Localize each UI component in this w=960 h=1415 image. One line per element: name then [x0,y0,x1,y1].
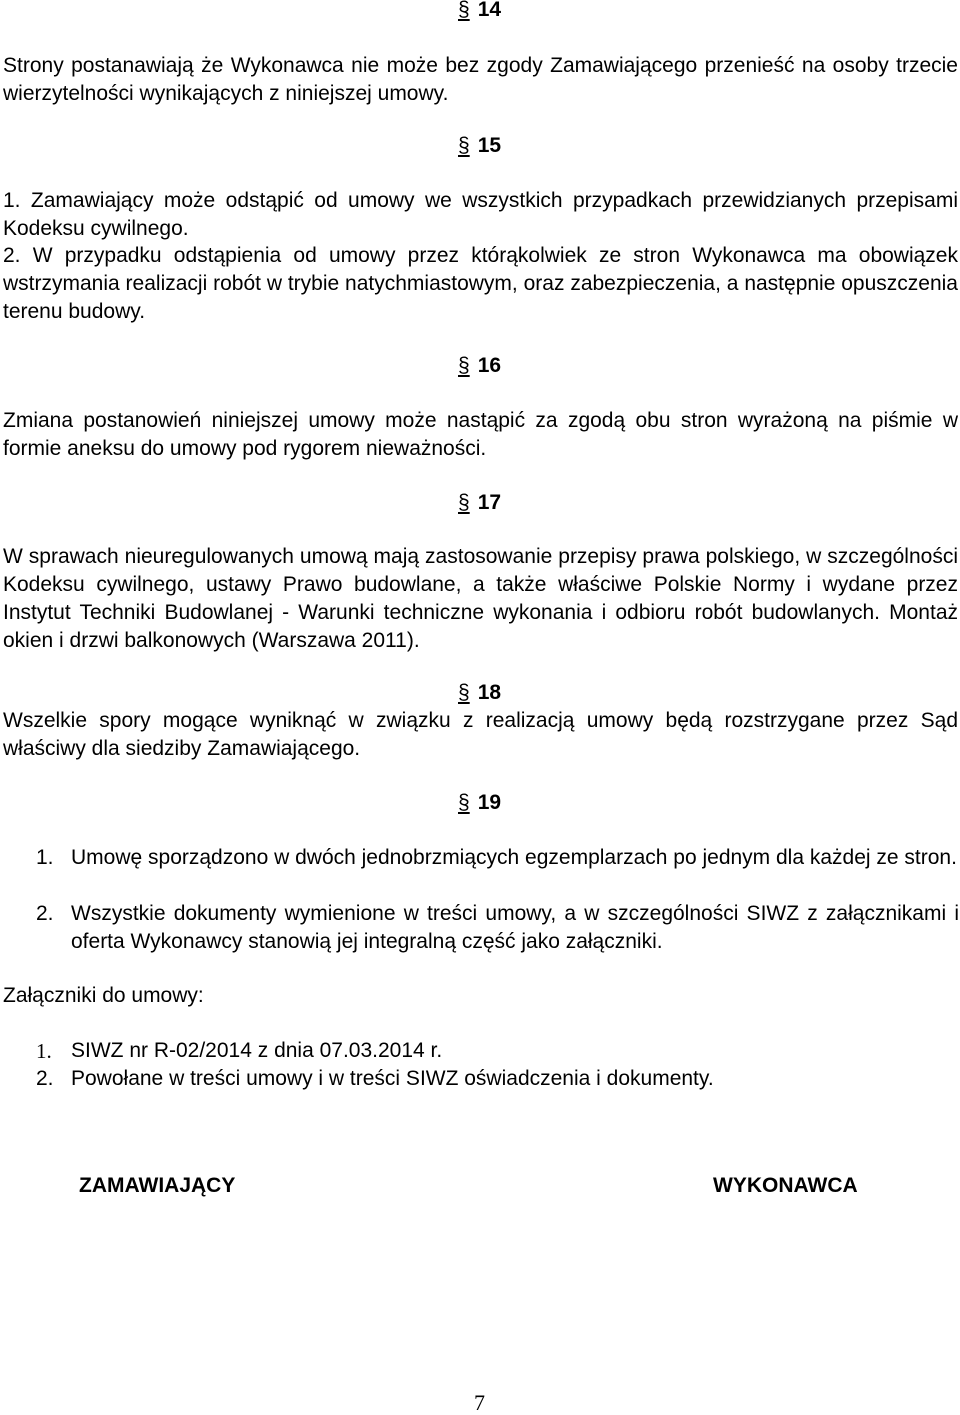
list-item-text: Umowę sporządzono w dwóch jednobrzmiących egzemplarzach po jednym dla każdej ze stron. [71,846,957,869]
list-item-number: 1. [36,1039,52,1063]
list-item-number: 2. [36,1067,54,1090]
list-item-text: Wszystkie dokumenty wymienione w treści umowy, a w szczególności SIWZ z załącznikami i oferta Wykonawcy stanowią jej integralną część jako załączniki. [71,902,959,953]
section-19-item-1 [36,844,959,872]
section-14-text: Strony postanawiają że Wykonawca nie może bez zgody Zamawiającego przenieść na osoby trzecie wierzytelności wynikających z niniejszej umowy. [3,54,958,105]
list-item-text: SIWZ nr R-02/2014 z dnia 07.03.2014 r. [71,1039,443,1062]
list-item-text: Powołane w treści umowy i w treści SIWZ oświadczenia i dokumenty. [71,1067,714,1090]
section-16-heading [458,352,501,380]
section-19-item-2 [36,900,959,956]
section-15-heading [458,132,501,160]
section-17-heading [458,489,501,517]
page-number: 7 [474,1390,485,1415]
section-14-heading [458,0,501,24]
signature-ordering-party: ZAMAWIAJĄCY [79,1174,236,1197]
section-symbol: § [458,681,470,704]
signature-contractor: WYKONAWCA [713,1174,858,1197]
section-symbol: § [458,354,470,377]
section-15-item-1: 1. Zamawiający może odstąpić od umowy we wszystkich przypadkach przewidzianych przepisami Kodeksu cywilnego. [3,189,958,240]
list-item-number: 2. [36,902,54,925]
section-symbol: § [458,134,470,157]
section-symbol: § [458,0,470,21]
section-18-text: Wszelkie spory mogące wyniknąć w związku z realizacją umowy będą rozstrzygane przez Sąd właściwy dla siedziby Zamawiającego. [3,709,958,760]
section-18-heading [458,679,501,707]
section-15-item-2: 2. W przypadku odstąpienia od umowy przez którąkolwiek ze stron Wykonawca ma obowiązek wstrzymania realizacji robót w trybie natychmiastowym, oraz zabezpieczenia, a następnie opuszczenia terenu budowy. [3,244,958,323]
section-number: 15 [477,134,502,157]
section-number: 18 [477,681,502,704]
attachment-item-2 [36,1065,959,1093]
section-symbol: § [458,791,470,814]
list-item-number: 1. [36,846,54,869]
section-number: 16 [477,354,502,377]
section-number: 14 [477,0,502,21]
section-16-text: Zmiana postanowień niniejszej umowy może nastąpić za zgodą obu stron wyrażoną na piśmie w formie aneksu do umowy pod rygorem nieważności. [3,409,958,460]
section-19-heading [458,789,501,817]
section-number: 17 [477,491,502,514]
section-number: 19 [477,791,502,814]
attachments-title: Załączniki do umowy: [3,984,204,1007]
attachment-item-1 [36,1037,959,1065]
section-17-text: W sprawach nieuregulowanych umową mają zastosowanie przepisy prawa polskiego, w szczególności Kodeksu cywilnego, ustawy Prawo budowlane, a także właściwe Polskie Normy i wydane przez Instytut Techniki Budowlanej - Warunki techniczne wykonania i odbioru robót budowlanych. Montaż okien i drzwi balkonowych (Warszawa 2011). [3,545,958,652]
section-symbol: § [458,491,470,514]
